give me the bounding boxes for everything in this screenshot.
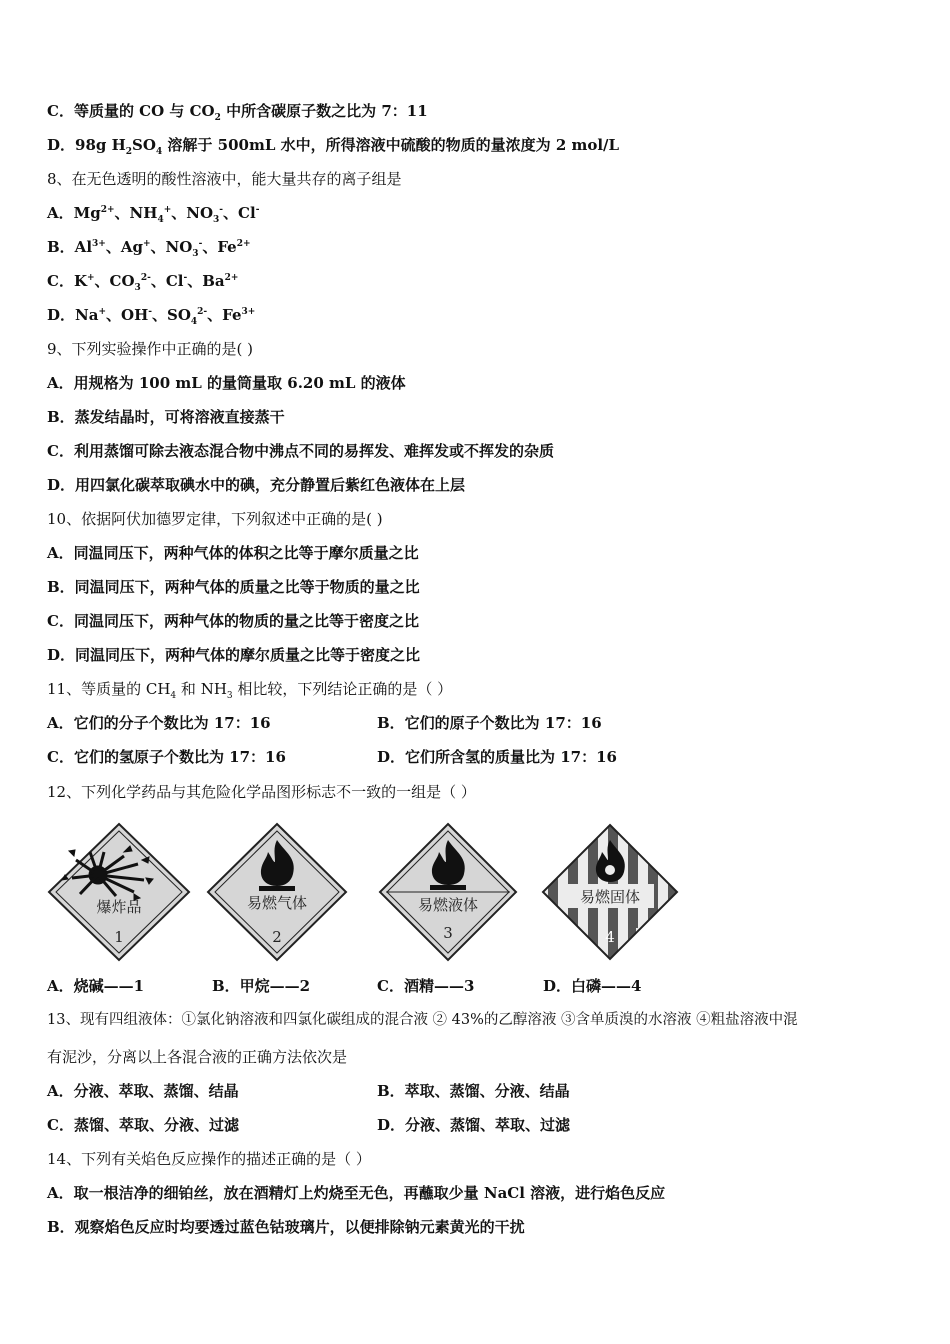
sign-number: 3 [443,924,453,942]
q12-stem: 12、下列化学药品与其危险化学品图形标志不一致的一组是（ ） [47,783,476,801]
flammable-gas-sign [205,822,349,962]
q11-option-d: D．它们所含氢的质量比为 17：16 [377,748,617,766]
q10-stem: 10、依据阿伏加德罗定律，下列叙述中正确的是( ) [47,510,383,528]
q7-option-c: C．等质量的 CO 与 $CO_2$ 中所含碳原子数之比为 7：11 [47,102,428,123]
q9-option-b: B．蒸发结晶时，可将溶液直接蒸干 [47,408,285,426]
q8-option-c: C．K+、$CO_3^{2-}$、Cl-、$Ba^{2+}$ [47,272,239,293]
q11-option-c: C．它们的氢原子个数比为 17：16 [47,748,286,766]
q13-option-d: D．分液、蒸馏、萃取、过滤 [377,1116,571,1134]
q9-option-c: C．利用蒸馏可除去液态混合物中沸点不同的易挥发、难挥发或不挥发的杂质 [47,442,554,460]
q10-option-b: B．同温同压下，两种气体的质量之比等于物质的量之比 [47,578,420,596]
q13-option-a: A．分液、萃取、蒸馏、结晶 [47,1082,239,1100]
sign-number: 4 [605,928,615,946]
sign-label: 易燃固体 [579,888,641,906]
q8-option-b: B．$Al^{3+}$、Ag+、$NO_3^-$、$Fe^{2+}$ [47,238,251,259]
flammable-liquid-sign [377,822,519,962]
q13-option-b: B．萃取、蒸馏、分液、结晶 [377,1082,570,1100]
q9-stem: 9、下列实验操作中正确的是( ) [47,340,254,358]
q8-option-d: D．Na+、OH-、$SO_4^{2-}$、$Fe^{3+}$ [47,306,256,327]
sign-number: 2 [272,928,282,946]
q10-option-a: A．同温同压下，两种气体的体积之比等于摩尔质量之比 [47,544,419,562]
sign-label: 易燃液体 [417,896,479,914]
q12-option-b: B．甲烷——2 [212,977,311,995]
explosive-hazard-sign [46,822,192,962]
sign-label: 爆炸品 [96,898,142,916]
q10-option-d: D．同温同压下，两种气体的摩尔质量之比等于密度之比 [47,646,421,664]
q12-option-d: D．白磷——4 [543,977,642,995]
q12-option-c: C．酒精——3 [377,977,475,995]
q10-option-c: C．同温同压下，两种气体的物质的量之比等于密度之比 [47,612,419,630]
q8-stem: 8、在无色透明的酸性溶液中，能大量共存的离子组是 [47,170,402,188]
q9-option-a: A．用规格为 100 mL 的量筒量取 6.20 mL 的液体 [47,374,406,392]
q13-option-c: C．蒸馏、萃取、分液、过滤 [47,1116,239,1134]
q14-option-b: B．观察焰色反应时均要透过蓝色钴玻璃片，以便排除钠元素黄光的干扰 [47,1218,525,1236]
q13-stem-line1: 13、现有四组液体：①氯化钠溶液和四氯化碳组成的混合液 ② 43%的乙醇溶液 ③含单质溴的水溶液 ④粗盐溶液中混 [47,1012,798,1028]
sign-label: 易燃气体 [246,894,308,912]
q14-stem: 14、下列有关焰色反应操作的描述正确的是（ ） [47,1150,371,1168]
sign-number: 1 [114,928,124,946]
q13-stem-line2: 有泥沙，分离以上各混合液的正确方法依次是 [47,1048,348,1066]
q11-stem: 11、等质量的 $CH_4$ 和 $NH_3$ 相比较，下列结论正确的是（ ） [47,680,453,701]
q14-option-a: A．取一根洁净的细铂丝，放在酒精灯上灼烧至无色，再蘸取少量 NaCl 溶液，进行焰色反应 [47,1184,666,1202]
q7-option-d: D．98g $H_2SO_4$ 溶解于 500mL 水中，所得溶液中硫酸的物质的量浓度为 2 mol/L [47,136,620,157]
flammable-solid-sign [540,822,680,962]
q11-option-a: A．它们的分子个数比为 17：16 [47,714,271,732]
q9-option-d: D．用四氯化碳萃取碘水中的碘，充分静置后紫红色液体在上层 [47,476,466,494]
q12-option-a: A．烧碱——1 [47,977,145,995]
q8-option-a: A．$Mg^{2+}$、$NH_4^+$、$NO_3^-$、Cl- [47,204,260,225]
q11-option-b: B．它们的原子个数比为 17：16 [377,714,602,732]
